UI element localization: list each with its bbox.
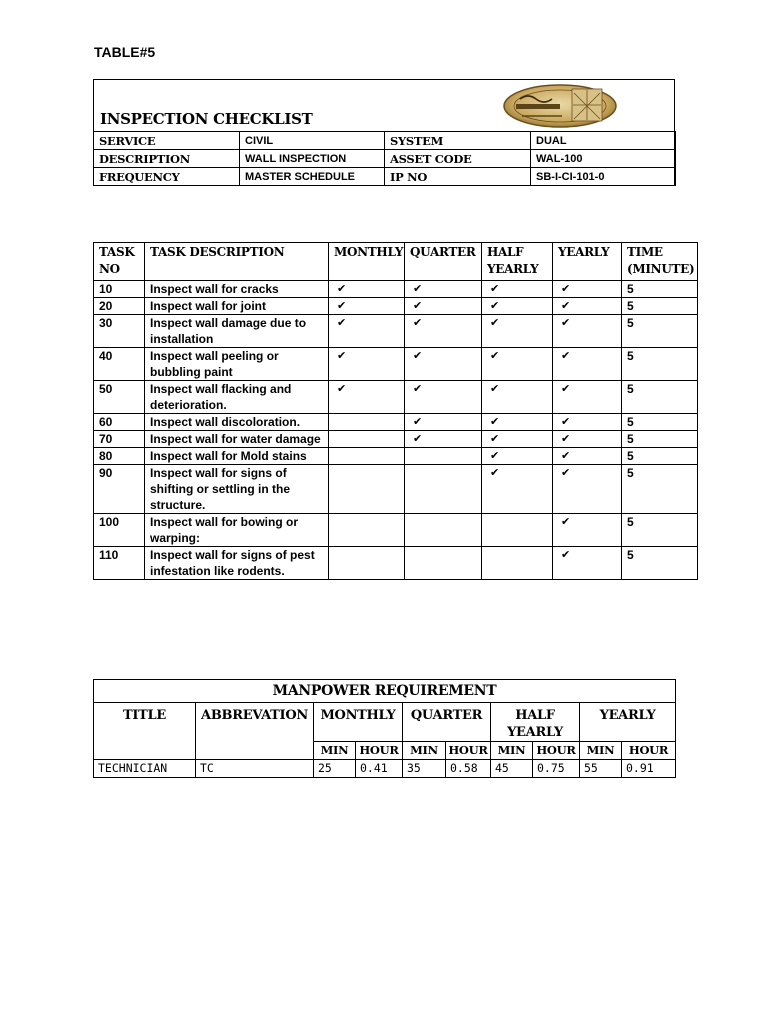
task-description: Inspect wall for signs of shifting or settling in the structure. bbox=[145, 465, 329, 514]
check-quarter-icon: ✔ bbox=[405, 431, 482, 448]
task-number: 40 bbox=[94, 348, 145, 381]
table-row bbox=[94, 348, 698, 381]
check-monthly-icon: ✔ bbox=[329, 281, 405, 298]
check-yearly-icon: ✔ bbox=[553, 348, 622, 381]
asset-info-row bbox=[94, 168, 676, 186]
task-number: 70 bbox=[94, 431, 145, 448]
task-description: Inspect wall for signs of pest infestation like rodents. bbox=[145, 547, 329, 580]
header-min: MIN bbox=[314, 742, 356, 760]
task-description: Inspect wall for joint bbox=[145, 298, 329, 315]
check-quarter-icon bbox=[405, 465, 482, 514]
header-mp-monthly: MONTHLY bbox=[314, 703, 403, 742]
check-yearly-icon: ✔ bbox=[553, 431, 622, 448]
header-half-yearly: HALF YEARLY bbox=[482, 243, 553, 281]
task-time: 5 bbox=[622, 315, 698, 348]
check-quarter-icon bbox=[405, 514, 482, 547]
header-title: TITLE bbox=[94, 703, 196, 760]
task-time: 5 bbox=[622, 431, 698, 448]
task-time: 5 bbox=[622, 348, 698, 381]
table-row bbox=[94, 514, 698, 547]
task-time: 5 bbox=[622, 298, 698, 315]
check-yearly-icon: ✔ bbox=[553, 281, 622, 298]
task-description: Inspect wall damage due to installation bbox=[145, 315, 329, 348]
manpower-title: TECHNICIAN bbox=[94, 760, 196, 778]
table-row bbox=[94, 414, 698, 431]
info-value: MASTER SCHEDULE bbox=[240, 168, 385, 186]
check-quarter-icon: ✔ bbox=[405, 348, 482, 381]
task-time: 5 bbox=[622, 381, 698, 414]
check-quarter-icon: ✔ bbox=[405, 315, 482, 348]
check-monthly-icon: ✔ bbox=[329, 298, 405, 315]
task-number: 110 bbox=[94, 547, 145, 580]
manpower-title: MANPOWER REQUIREMENT bbox=[94, 680, 676, 703]
info-value: WALL INSPECTION bbox=[240, 150, 385, 168]
task-description: Inspect wall discoloration. bbox=[145, 414, 329, 431]
checklist-title: INSPECTION CHECKLIST bbox=[100, 110, 313, 128]
check-yearly-icon: ✔ bbox=[553, 448, 622, 465]
task-number: 100 bbox=[94, 514, 145, 547]
info-label: SERVICE bbox=[94, 132, 240, 150]
check-monthly-icon bbox=[329, 514, 405, 547]
check-half-icon: ✔ bbox=[482, 315, 553, 348]
task-time: 5 bbox=[622, 414, 698, 431]
info-label: DESCRIPTION bbox=[94, 150, 240, 168]
task-number: 50 bbox=[94, 381, 145, 414]
manpower-m-min: 25 bbox=[314, 760, 356, 778]
check-half-icon: ✔ bbox=[482, 414, 553, 431]
task-number: 80 bbox=[94, 448, 145, 465]
info-value: CIVIL bbox=[240, 132, 385, 150]
check-quarter-icon: ✔ bbox=[405, 414, 482, 431]
check-quarter-icon bbox=[405, 547, 482, 580]
check-half-icon bbox=[482, 514, 553, 547]
check-monthly-icon bbox=[329, 431, 405, 448]
task-time: 5 bbox=[622, 448, 698, 465]
check-monthly-icon bbox=[329, 465, 405, 514]
inspection-header bbox=[93, 79, 675, 186]
header-mp-yearly: YEARLY bbox=[580, 703, 676, 742]
manpower-h-min: 45 bbox=[491, 760, 533, 778]
header-min: MIN bbox=[403, 742, 446, 760]
table-row bbox=[94, 448, 698, 465]
task-description: Inspect wall for water damage bbox=[145, 431, 329, 448]
header-quarter: QUARTER bbox=[405, 243, 482, 281]
asset-info-row bbox=[94, 150, 676, 168]
check-monthly-icon bbox=[329, 547, 405, 580]
check-half-icon: ✔ bbox=[482, 298, 553, 315]
manpower-table bbox=[93, 679, 676, 778]
manpower-y-min: 55 bbox=[580, 760, 622, 778]
header-min: MIN bbox=[491, 742, 533, 760]
check-yearly-icon: ✔ bbox=[553, 547, 622, 580]
info-label: IP NO bbox=[385, 168, 531, 186]
info-value: WAL-100 bbox=[531, 150, 676, 168]
check-half-icon: ✔ bbox=[482, 465, 553, 514]
info-value: DUAL bbox=[531, 132, 676, 150]
header-monthly: MONTHLY bbox=[329, 243, 405, 281]
header-task-description: TASK DESCRIPTION bbox=[145, 243, 329, 281]
check-monthly-icon: ✔ bbox=[329, 381, 405, 414]
task-table-header-row bbox=[94, 243, 698, 281]
task-time: 5 bbox=[622, 547, 698, 580]
table-number-label: TABLE#5 bbox=[94, 44, 156, 60]
table-row bbox=[94, 298, 698, 315]
check-yearly-icon: ✔ bbox=[553, 514, 622, 547]
check-half-icon: ✔ bbox=[482, 348, 553, 381]
task-number: 60 bbox=[94, 414, 145, 431]
task-table bbox=[93, 242, 698, 580]
task-time: 5 bbox=[622, 514, 698, 547]
manpower-q-min: 35 bbox=[403, 760, 446, 778]
info-value: SB-I-CI-101-0 bbox=[531, 168, 676, 186]
check-quarter-icon: ✔ bbox=[405, 281, 482, 298]
header-hour: HOUR bbox=[533, 742, 580, 760]
header-abbreviation: ABBREVATION bbox=[196, 703, 314, 760]
check-yearly-icon: ✔ bbox=[553, 414, 622, 431]
header-hour: HOUR bbox=[446, 742, 491, 760]
check-half-icon: ✔ bbox=[482, 448, 553, 465]
asset-info-row bbox=[94, 132, 676, 150]
check-half-icon: ✔ bbox=[482, 381, 553, 414]
header-mp-half-yearly: HALF YEARLY bbox=[491, 703, 580, 742]
header-min: MIN bbox=[580, 742, 622, 760]
task-description: Inspect wall peeling or bubbling paint bbox=[145, 348, 329, 381]
manpower-abbrev: TC bbox=[196, 760, 314, 778]
table-row bbox=[94, 381, 698, 414]
table-row bbox=[94, 760, 676, 778]
manpower-y-hour: 0.91 bbox=[622, 760, 676, 778]
table-row bbox=[94, 281, 698, 298]
check-yearly-icon: ✔ bbox=[553, 298, 622, 315]
check-quarter-icon: ✔ bbox=[405, 381, 482, 414]
task-time: 5 bbox=[622, 465, 698, 514]
check-monthly-icon: ✔ bbox=[329, 348, 405, 381]
task-number: 10 bbox=[94, 281, 145, 298]
header-task-no: TASK NO bbox=[94, 243, 145, 281]
check-half-icon: ✔ bbox=[482, 281, 553, 298]
info-label: SYSTEM bbox=[385, 132, 531, 150]
task-description: Inspect wall flacking and deterioration. bbox=[145, 381, 329, 414]
header-yearly: YEARLY bbox=[553, 243, 622, 281]
task-number: 20 bbox=[94, 298, 145, 315]
check-monthly-icon bbox=[329, 414, 405, 431]
info-label: ASSET CODE bbox=[385, 150, 531, 168]
header-mp-quarter: QUARTER bbox=[403, 703, 491, 742]
manpower-m-hour: 0.41 bbox=[356, 760, 403, 778]
company-logo-icon bbox=[502, 83, 618, 129]
task-description: Inspect wall for bowing or warping: bbox=[145, 514, 329, 547]
check-yearly-icon: ✔ bbox=[553, 465, 622, 514]
task-number: 90 bbox=[94, 465, 145, 514]
check-monthly-icon: ✔ bbox=[329, 315, 405, 348]
info-label: FREQUENCY bbox=[94, 168, 240, 186]
table-row bbox=[94, 465, 698, 514]
task-time: 5 bbox=[622, 281, 698, 298]
check-monthly-icon bbox=[329, 448, 405, 465]
header-hour: HOUR bbox=[356, 742, 403, 760]
check-half-icon: ✔ bbox=[482, 431, 553, 448]
check-yearly-icon: ✔ bbox=[553, 315, 622, 348]
table-row bbox=[94, 315, 698, 348]
table-row bbox=[94, 431, 698, 448]
manpower-h-hour: 0.75 bbox=[533, 760, 580, 778]
task-description: Inspect wall for Mold stains bbox=[145, 448, 329, 465]
task-description: Inspect wall for cracks bbox=[145, 281, 329, 298]
check-half-icon bbox=[482, 547, 553, 580]
check-yearly-icon: ✔ bbox=[553, 381, 622, 414]
check-quarter-icon bbox=[405, 448, 482, 465]
header-time-minute: TIME (MINUTE) bbox=[622, 243, 698, 281]
manpower-q-hour: 0.58 bbox=[446, 760, 491, 778]
header-hour: HOUR bbox=[622, 742, 676, 760]
table-row bbox=[94, 547, 698, 580]
check-quarter-icon: ✔ bbox=[405, 298, 482, 315]
task-number: 30 bbox=[94, 315, 145, 348]
asset-info-table bbox=[93, 131, 676, 186]
